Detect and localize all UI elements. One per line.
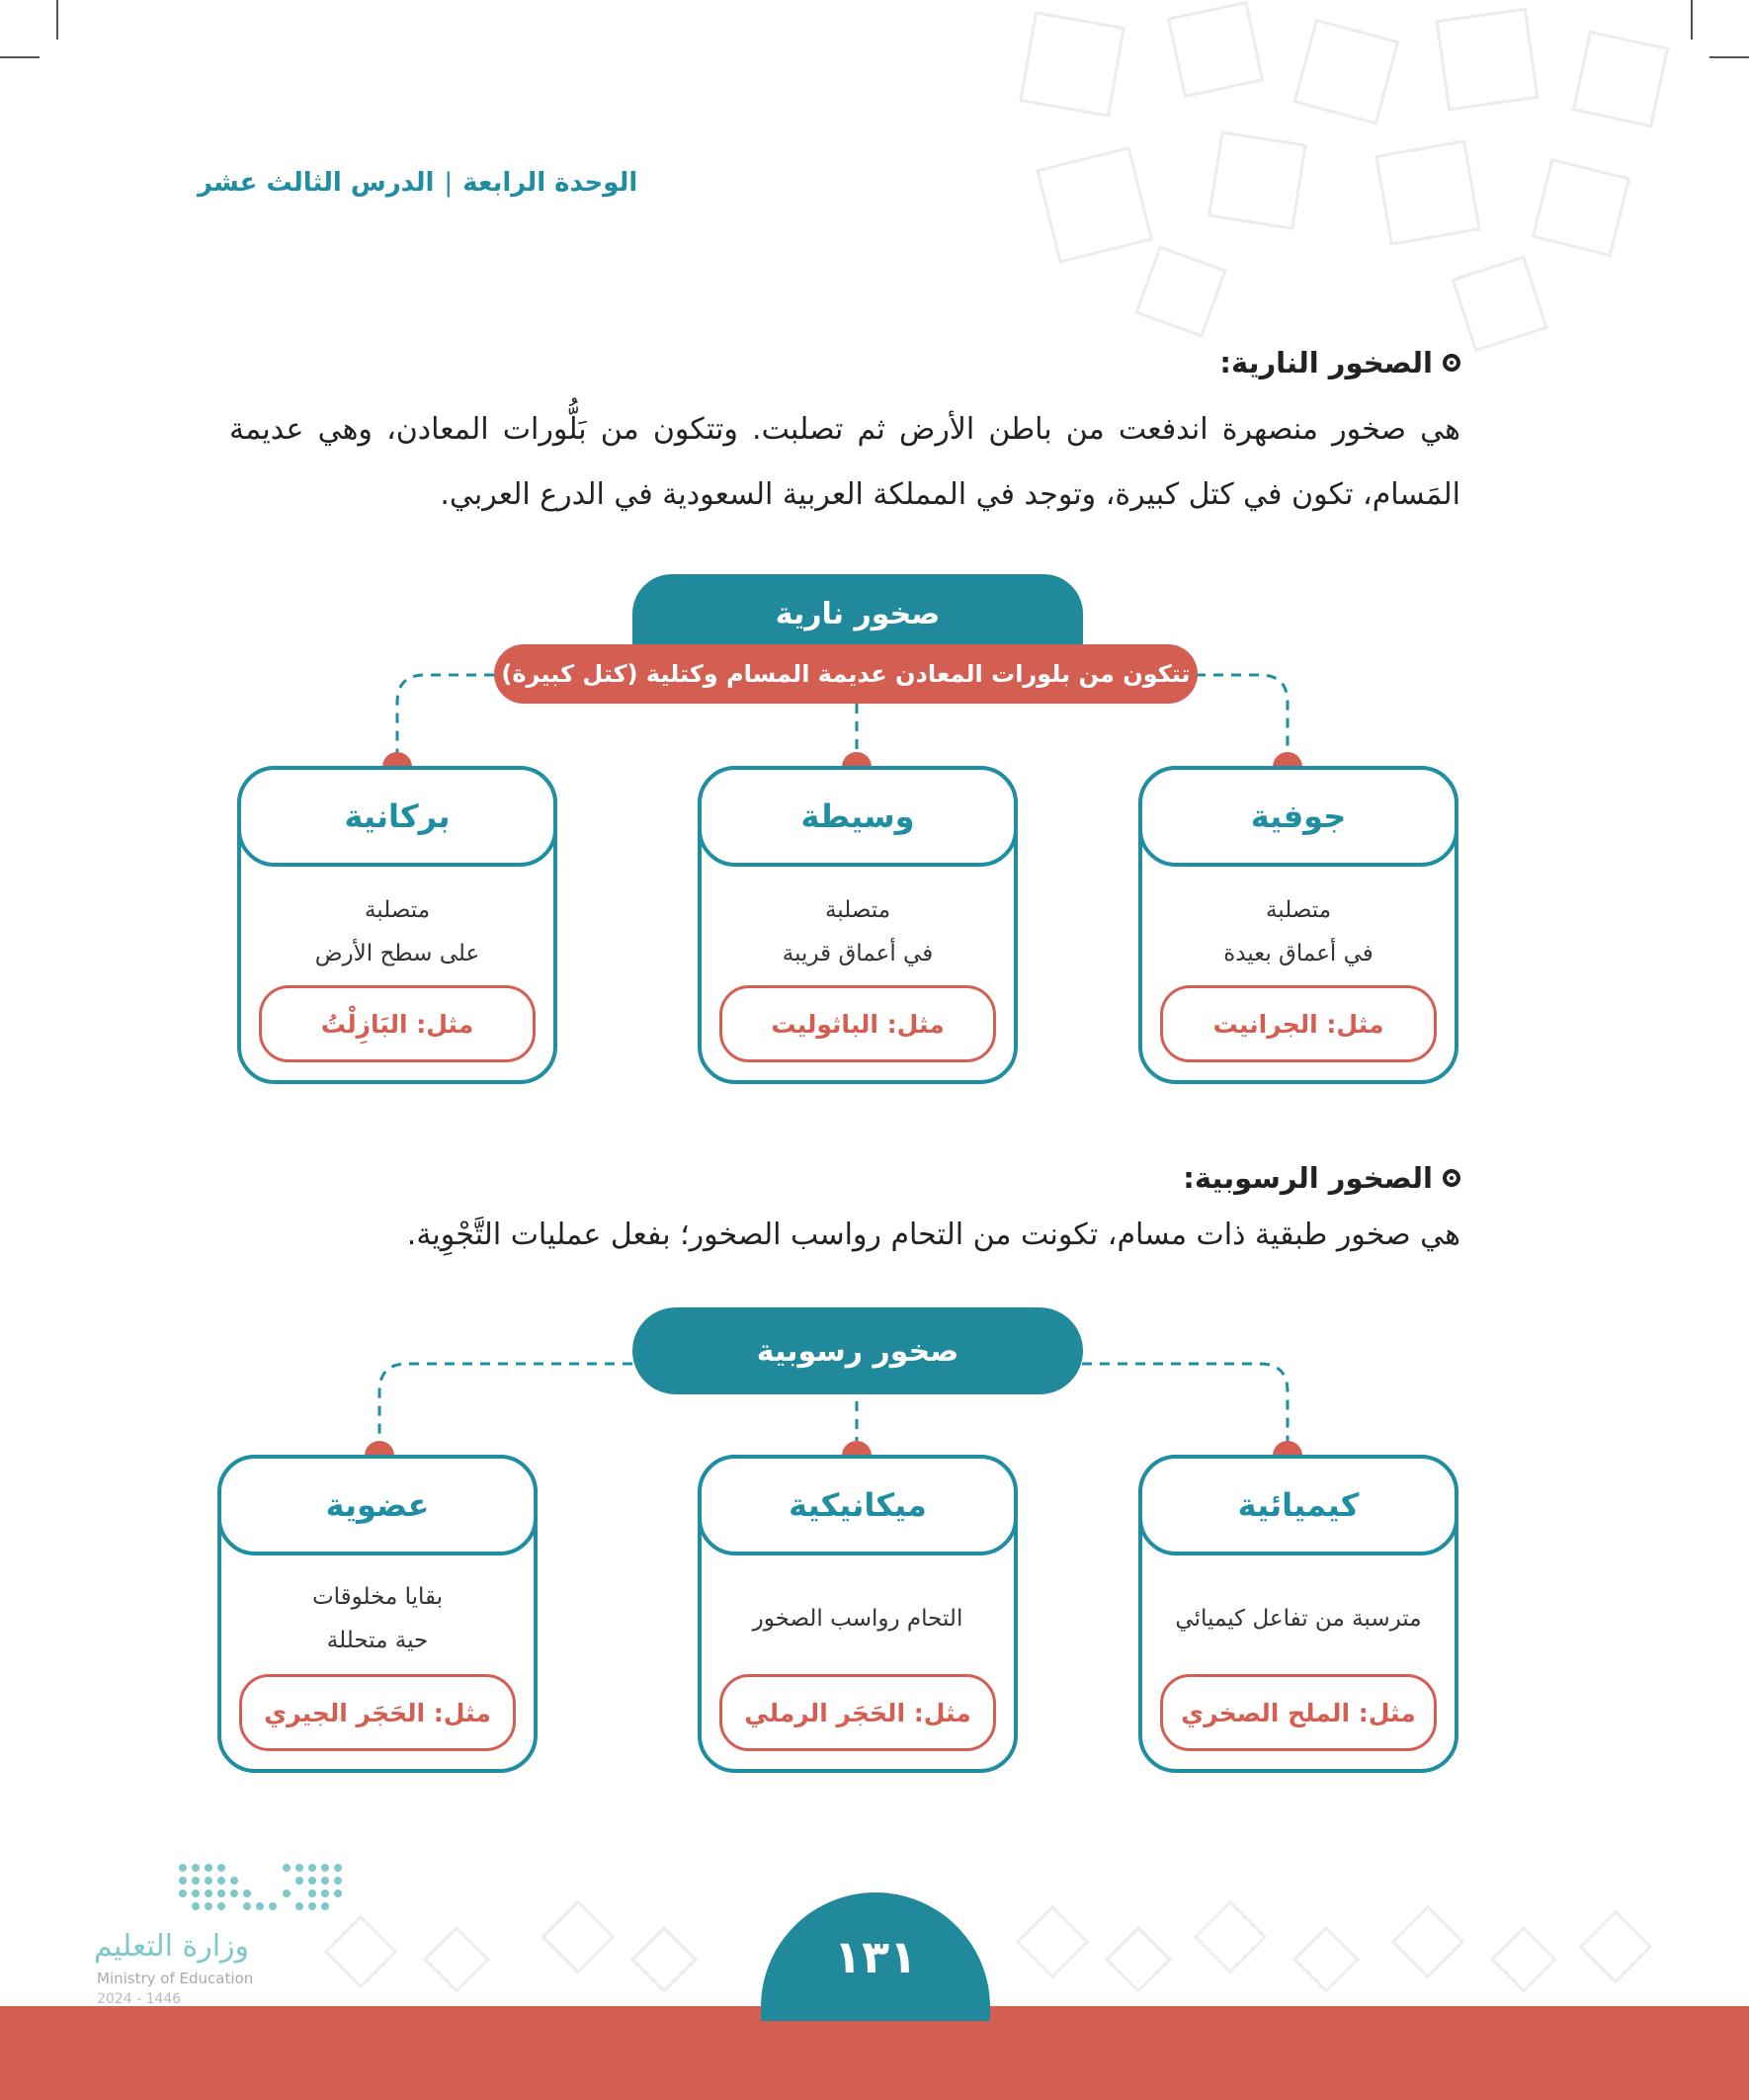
card-title: وسيطة (698, 766, 1018, 867)
card-example: مثل: الحَجَر الرملي (719, 1674, 996, 1751)
card-example: مثل: الملح الصخري (1160, 1674, 1437, 1751)
lesson-label: الدرس الثالث عشر (198, 168, 435, 198)
card-volcanic (237, 766, 557, 1084)
ministry-logo-year: 2024 - 1446 (97, 1991, 182, 2007)
running-header (198, 163, 638, 203)
sedimentary-heading (1183, 1161, 1460, 1195)
unit-label: الوحدة الرابعة (462, 168, 638, 198)
card-plutonic (1138, 766, 1458, 1084)
page-number: ١٣١ (761, 1892, 990, 2021)
card-desc: متصلبة في أعماق قريبة (782, 897, 934, 966)
bullet-icon (1443, 1169, 1460, 1187)
card-desc: مترسبة من تفاعل كيميائي (1175, 1606, 1422, 1632)
ministry-logo-english: Ministry of Education (97, 1970, 254, 1987)
header-separator: | (444, 168, 454, 198)
card-title: عضوية (217, 1455, 538, 1555)
card-example: مثل: البَازِلْتُ (259, 985, 536, 1062)
card-desc: بقايا مخلوقات حية متحللة (311, 1584, 444, 1653)
igneous-diagram-subtitle: تتكون من بلورات المعادن عديمة المسام وكتلية (كتل كبيرة) (494, 644, 1198, 704)
bullet-icon (1443, 354, 1460, 372)
card-desc: متصلبة في أعماق بعيدة (1223, 897, 1374, 966)
card-organic (217, 1455, 538, 1773)
igneous-heading (1219, 346, 1460, 379)
card-chemical (1138, 1455, 1458, 1773)
igneous-diagram-title: صخور نارية (632, 574, 1083, 653)
card-title: جوفية (1138, 766, 1458, 867)
card-mechanical (698, 1455, 1018, 1773)
card-example: مثل: الجرانيت (1160, 985, 1437, 1062)
sedimentary-diagram-title: صخور رسوبية (632, 1307, 1083, 1394)
card-desc: متصلبة على سطح الأرض (314, 897, 480, 966)
sedimentary-paragraph: هي صخور طبقية ذات مسام، تكونت من التحام رواسب الصخور؛ بفعل عمليات التَّجْوِية. (406, 1218, 1460, 1252)
card-title: كيميائية (1138, 1455, 1458, 1555)
sedimentary-title: الصخور الرسوبية: (1183, 1161, 1433, 1195)
ministry-logo-arabic: وزارة التعليم (94, 1929, 250, 1964)
card-example: مثل: الباثوليت (719, 985, 996, 1062)
igneous-title: الصخور النارية: (1219, 346, 1433, 379)
card-desc: التحام رواسب الصخور (752, 1606, 963, 1632)
card-title: بركانية (237, 766, 557, 867)
card-hypabyssal (698, 766, 1018, 1084)
igneous-paragraph: هي صخور منصهرة اندفعت من باطن الأرض ثم تصلبت. وتتكون من بَلُّورات المعادن، وهي عديمة المَسام، تكون في كتل كبيرة، وتوجد في المملكة العربية السعودية في الدرع العربي. (229, 412, 1460, 512)
card-example: مثل: الحَجَر الجيري (239, 1674, 516, 1751)
card-title: ميكانيكية (698, 1455, 1018, 1555)
